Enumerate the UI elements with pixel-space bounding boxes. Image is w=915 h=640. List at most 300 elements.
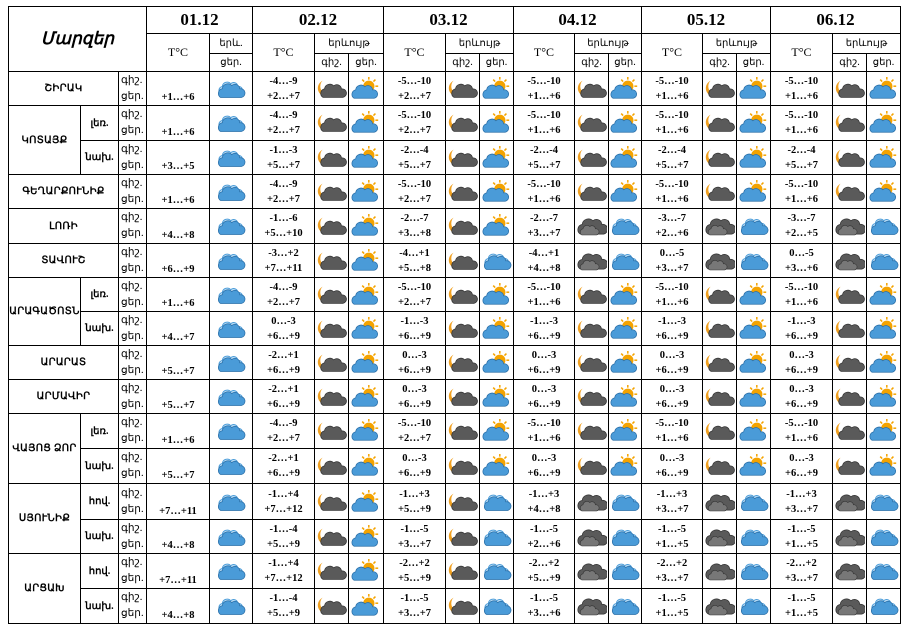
temp-value: +1…+6 [147,175,210,209]
temp-range [253,589,315,624]
temp-value: +4…+8 [147,520,210,554]
night-icon-cell [446,449,480,484]
night-temp: -1…+3 [399,488,430,500]
temp-value: +5…+7 [147,449,210,484]
subregion-name: նախ. [81,449,119,484]
cloudy-icon [216,490,246,514]
day-icon-cell [480,449,514,484]
day-temp: +5…+8 [398,262,431,274]
day-label: ցեր. [121,503,144,515]
day-temp: +6…+9 [655,364,689,376]
day-subheader: ցեր. [349,54,384,72]
cloudy-icon [610,214,640,238]
temp-range [253,244,315,278]
forecast-container [8,6,901,624]
time-labels [119,554,147,589]
night-icon-cell [833,484,867,520]
night-icon-cell [315,589,349,624]
day-temp: +1…+6 [785,125,818,136]
night-temp: -1…-5 [530,593,558,604]
night-icon-cell [833,141,867,175]
cloudy-icon [869,525,899,549]
day-temp: +2…+6 [655,228,689,239]
day-icon-cell [867,244,901,278]
cloudy-icon [610,490,640,514]
day-temp: +5…+7 [267,159,300,171]
night-temp: -5…-10 [655,75,689,87]
temp-range [642,278,703,312]
overcast-icon [577,249,607,273]
partly-sunny-icon [739,77,769,101]
region-name: ԱՐՄԱՎԻՐ [9,380,119,414]
night-icon-cell [575,414,609,449]
temp-range [384,520,446,554]
temp-range [384,141,446,175]
day-temp: +3…+7 [527,228,561,239]
night-temp: -2…+1 [268,349,299,361]
temp-range [384,484,446,520]
day-temp: +6…+9 [527,398,561,410]
day-temp: +1…+5 [785,538,818,550]
day-icon-cell [867,141,901,175]
overcast-icon [835,559,865,583]
partly-sunny-icon [482,283,512,307]
cloudy-icon [739,559,769,583]
overcast-icon [835,525,865,549]
day-temp: +6…+9 [785,364,818,376]
cloudy-moon-icon [835,317,865,341]
subregion-name: նախ. [81,141,119,175]
day-temp: +3…+7 [398,538,431,550]
night-temp: -5…-10 [527,178,561,190]
night-icon-cell [315,106,349,141]
day-temp: +2…+7 [398,90,431,102]
day-icon-cell [609,72,642,106]
cloudy-moon-icon [705,283,735,307]
temp-header: T°C [642,34,703,72]
day-icon-cell [480,72,514,106]
day-icon-cell [867,589,901,624]
region-name: ՎԱՅՈՑ ՁՈՐ [9,414,81,484]
night-icon-cell [575,484,609,520]
table-row [9,554,901,589]
night-icon-cell [833,449,867,484]
weather-icon-cell [210,520,253,554]
region-name: ՏԱՎՈՒՇ [9,244,119,278]
temp-range [384,346,446,380]
cloudy-icon [216,559,246,583]
day-icon-cell [609,449,642,484]
cloudy-moon-icon [448,454,478,478]
overcast-icon [577,594,607,618]
forecast-table [8,6,901,624]
region-name: ՍՅՈՒՆԻՔ [9,484,81,554]
day-icon-cell [737,346,771,380]
night-temp: 0…-3 [402,453,427,464]
night-subheader: գիշ. [703,54,737,72]
day-icon-cell [609,589,642,624]
partly-sunny-icon [482,351,512,375]
temp-range [771,589,833,624]
partly-sunny-icon [739,385,769,409]
night-icon-cell [703,141,737,175]
night-icon-cell [446,106,480,141]
cloudy-moon-icon [317,111,347,135]
day-temp: +3…+7 [785,503,818,515]
temp-value: +1…+6 [147,106,210,141]
night-temp: -5…-10 [527,281,561,293]
night-temp: -4…+1 [528,247,560,259]
time-labels [119,484,147,520]
table-row [9,209,901,244]
partly-sunny-icon [610,351,640,375]
night-temp: -5…-10 [655,178,689,190]
day-temp: +7…+11 [264,262,303,274]
temp-range [514,554,575,589]
weather-icon-cell [210,554,253,589]
cloudy-icon [610,525,640,549]
day-icon-cell [737,141,771,175]
partly-sunny-icon [869,419,899,443]
temp-range [253,449,315,484]
cloudy-moon-icon [317,214,347,238]
night-temp: -2…-4 [658,144,686,156]
day-icon-cell [609,484,642,520]
cloudy-moon-icon [448,385,478,409]
day-icon-cell [867,346,901,380]
temp-range [514,484,575,520]
partly-sunny-icon [869,146,899,170]
cloudy-moon-icon [448,317,478,341]
temp-value: +1…+6 [147,72,210,106]
night-temp: -2…+2 [656,558,688,569]
night-icon-cell [703,520,737,554]
night-label: գիշ. [121,348,143,360]
table-row [9,414,901,449]
date-header-4: 04.12 [514,7,642,34]
night-icon-cell [315,278,349,312]
partly-sunny-icon [351,249,381,273]
day-temp: +1…+6 [655,296,689,308]
day-icon-cell [867,380,901,414]
night-temp: -1…-3 [269,144,298,156]
temp-range [642,589,703,624]
day-icon-cell [737,449,771,484]
day-icon-cell [609,346,642,380]
temp-range [253,380,315,414]
weather-icon-cell [210,312,253,346]
night-temp: 0…-3 [531,383,557,395]
table-row [9,312,901,346]
night-temp: -5…-10 [397,178,432,190]
cloudy-icon [216,317,246,341]
cloudy-icon [216,525,246,549]
night-temp: -5…-10 [655,110,689,121]
time-labels [119,209,147,244]
day-icon-cell [867,72,901,106]
night-label: գիշ. [121,246,143,258]
cloudy-icon [869,214,899,238]
overcast-icon [835,594,865,618]
weather-icon-cell [210,589,253,624]
night-icon-cell [315,209,349,244]
cloudy-icon [216,146,246,170]
night-label: գիշ. [121,417,143,428]
temp-range [384,278,446,312]
partly-sunny-icon [351,111,381,135]
day-temp: +6…+9 [267,364,300,376]
region-header: Մարզեր [9,7,147,72]
phenomenon-header: երևույթ [703,34,771,54]
day-icon-cell [480,106,514,141]
night-icon-cell [446,175,480,209]
temp-range [253,554,315,589]
temp-range [642,414,703,449]
time-labels [119,175,147,209]
night-icon-cell [446,312,480,346]
day-temp: +7…+12 [264,573,303,584]
partly-sunny-icon [739,283,769,307]
cloudy-moon-icon [448,146,478,170]
night-temp: -1…-4 [269,523,298,535]
cloudy-moon-icon [317,490,347,514]
temp-range [642,244,703,278]
night-label: գիշ. [121,212,143,223]
cloudy-icon [216,111,246,135]
partly-sunny-icon [482,214,512,238]
temp-range [514,380,575,414]
cloudy-moon-icon [448,249,478,273]
temp-range [253,414,315,449]
temp-range [384,244,446,278]
region-name: ԱՐԱՐԱՏ [9,346,119,380]
night-subheader: գիշ. [575,54,609,72]
day-subheader: ցեր. [609,54,642,72]
weather-icon-cell [210,484,253,520]
night-icon-cell [575,346,609,380]
night-label: գիշ. [121,280,143,292]
day-icon-cell [867,449,901,484]
day-temp: +6…+9 [398,330,431,342]
day-temp: +1…+6 [785,193,818,205]
weather-icon-cell [210,175,253,209]
day-temp: +2…+7 [267,90,300,102]
date-header-1: 01.12 [147,7,253,34]
night-icon-cell [575,589,609,624]
night-icon-cell [315,520,349,554]
cloudy-moon-icon [835,111,865,135]
day-temp: +6…+9 [527,468,561,479]
night-icon-cell [575,141,609,175]
cloudy-moon-icon [317,385,347,409]
day-icon-cell [480,175,514,209]
overcast-icon [835,249,865,273]
temp-range [642,554,703,589]
night-temp: -1…+4 [268,558,299,569]
day-icon-cell [349,141,384,175]
night-icon-cell [833,589,867,624]
night-label: գիշ. [121,314,143,326]
cloudy-moon-icon [317,351,347,375]
temp-range [771,312,833,346]
night-temp: -4…-9 [269,281,298,293]
night-temp: -5…-10 [784,281,819,293]
temp-value: +6…+9 [147,244,210,278]
partly-sunny-icon [610,283,640,307]
night-icon-cell [315,449,349,484]
night-label: գիշ. [121,452,143,463]
day-temp: +1…+6 [527,433,561,444]
night-icon-cell [315,175,349,209]
temp-value: +5…+7 [147,346,210,380]
day-icon-cell [349,106,384,141]
temp-range [771,449,833,484]
day-temp: +6…+9 [267,330,300,342]
temp-range [642,484,703,520]
date-header-5: 05.12 [642,7,771,34]
night-icon-cell [703,380,737,414]
day-label: ցեր. [121,193,144,205]
night-icon-cell [833,278,867,312]
day-icon-cell [609,554,642,589]
cloudy-icon [869,249,899,273]
night-icon-cell [703,346,737,380]
temp-range [384,380,446,414]
day-temp: +5…+7 [655,159,689,171]
night-temp: -3…-7 [658,213,686,224]
day-temp: +4…+8 [527,503,561,515]
day-temp: +6…+9 [527,364,561,376]
partly-sunny-icon [610,146,640,170]
night-icon-cell [703,244,737,278]
cloudy-icon [216,594,246,618]
night-temp: -4…-9 [269,75,298,87]
day-label: ցեր. [121,433,144,444]
cloudy-moon-icon [317,180,347,204]
day-icon-cell [480,312,514,346]
temp-range [514,175,575,209]
partly-sunny-icon [610,419,640,443]
night-icon-cell [575,312,609,346]
subregion-name: նախ. [81,589,119,624]
region-name: ԱՐՑԱԽ [9,554,81,624]
partly-sunny-icon [351,214,381,238]
day-temp: +2…+7 [267,296,300,308]
night-temp: -2…+1 [268,383,299,395]
temp-range [384,414,446,449]
night-label: գիշ. [121,557,143,568]
temp-range [642,312,703,346]
cloudy-icon [216,454,246,478]
cloudy-moon-icon [448,419,478,443]
night-icon-cell [575,380,609,414]
temp-range [771,380,833,414]
cloudy-moon-icon [448,214,478,238]
temp-range [771,554,833,589]
date-header-2: 02.12 [253,7,384,34]
partly-sunny-icon [351,559,381,583]
cloudy-moon-icon [577,385,607,409]
day-temp: +1…+5 [655,538,689,550]
table-row [9,380,901,414]
partly-sunny-icon [869,283,899,307]
day-temp: +1…+5 [785,608,818,619]
night-label: գիշ. [121,74,143,86]
temp-header: T°C [771,34,833,72]
night-temp: -1…-5 [530,523,558,535]
night-icon-cell [446,72,480,106]
day-temp: +6…+9 [398,468,431,479]
day-icon-cell [480,484,514,520]
partly-sunny-icon [869,385,899,409]
day-subheader: ցեր. [480,54,514,72]
night-temp: -1…-5 [400,593,429,604]
night-temp: -1…-3 [400,315,429,327]
temp-range [771,141,833,175]
night-temp: 0…-3 [531,453,557,464]
night-icon-cell [446,209,480,244]
day-temp: +2…+7 [398,296,431,308]
cloudy-moon-icon [317,559,347,583]
phenomenon-header: երևույթ [446,34,514,54]
temp-range [384,449,446,484]
night-icon-cell [833,414,867,449]
region-name: ԿՈՏԱՅՔ [9,106,81,175]
night-temp: -1…-5 [400,523,429,535]
table-row [9,278,901,312]
night-temp: 0…-5 [789,247,814,259]
night-icon-cell [703,589,737,624]
night-temp: -4…+1 [399,247,430,259]
day-temp: +5…+9 [398,503,431,515]
phenomenon-header: երև. [210,34,253,54]
partly-sunny-icon [482,317,512,341]
night-temp: -5…-10 [527,75,561,87]
cloudy-icon [610,249,640,273]
day-temp: +3…+7 [655,503,689,515]
table-row [9,589,901,624]
night-temp: -5…-10 [397,75,432,87]
day-temp: +5…+10 [264,228,303,239]
night-icon-cell [446,346,480,380]
night-temp: -5…-10 [784,178,819,190]
night-icon-cell [833,175,867,209]
time-labels [119,414,147,449]
day-label: ցեր. [121,573,144,584]
night-icon-cell [446,554,480,589]
night-icon-cell [315,312,349,346]
night-icon-cell [446,414,480,449]
day-temp: +2…+7 [398,125,431,136]
day-temp: +2…+6 [527,538,561,550]
temp-range [642,449,703,484]
time-labels [119,380,147,414]
partly-sunny-icon [869,180,899,204]
night-icon-cell [446,141,480,175]
day-icon-cell [480,520,514,554]
night-label: գիշ. [121,382,143,394]
day-temp: +2…+7 [267,193,300,205]
night-icon-cell [575,449,609,484]
day-icon-cell [609,312,642,346]
day-temp: +1…+6 [785,90,818,102]
night-icon-cell [833,346,867,380]
day-temp: +3…+6 [785,262,818,274]
overcast-icon [577,559,607,583]
temp-range [384,72,446,106]
cloudy-moon-icon [317,77,347,101]
temp-range [642,346,703,380]
